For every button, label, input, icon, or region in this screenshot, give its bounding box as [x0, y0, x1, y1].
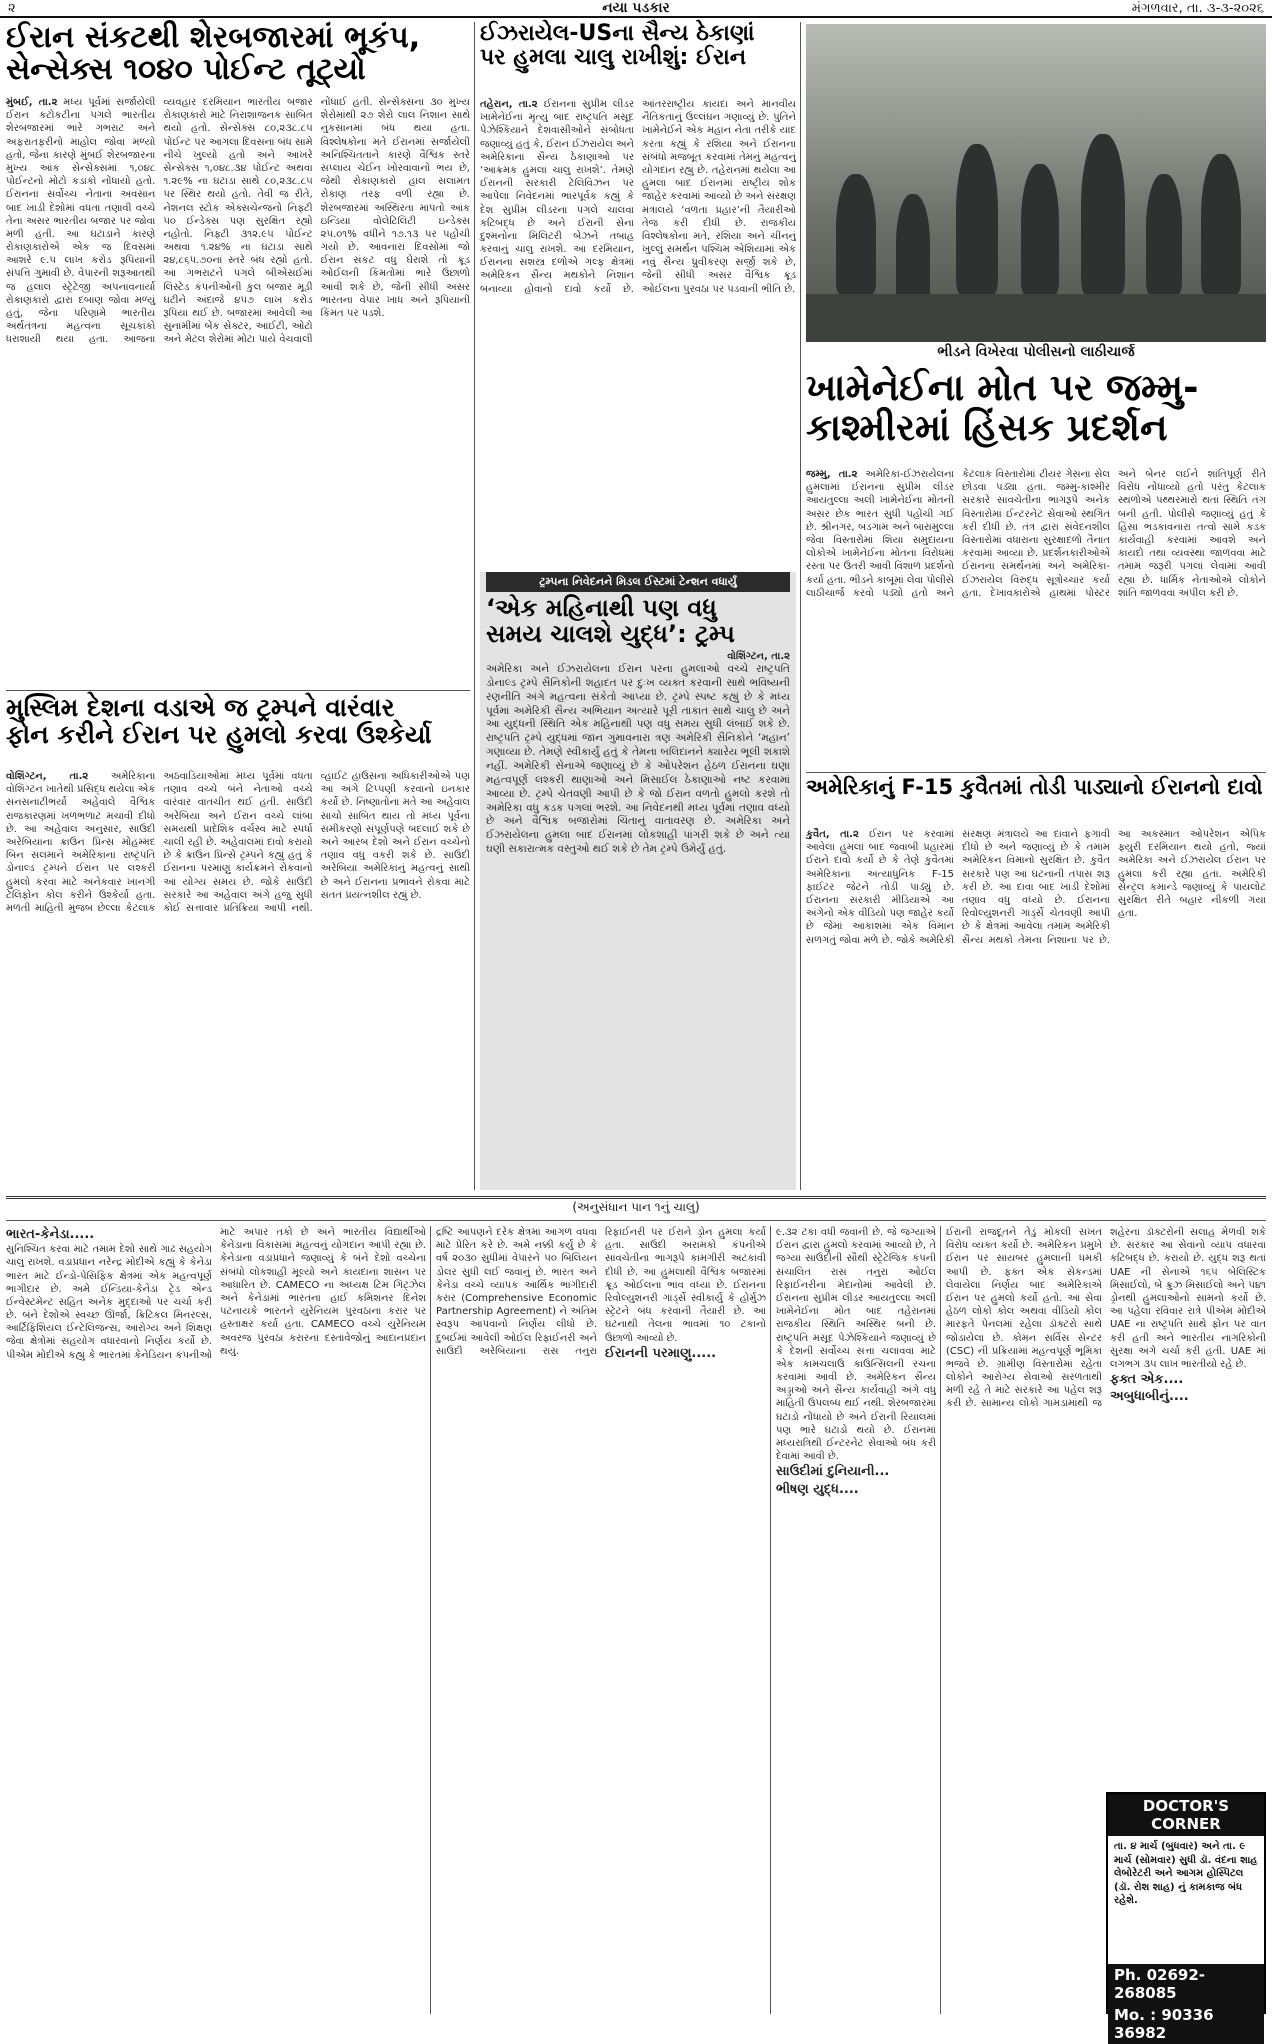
continued-col-group-1: [6, 1226, 426, 2014]
israel-us-headline: [480, 22, 796, 94]
continued-section-head-1: ભારત-કેનેડા.....: [6, 1227, 95, 1242]
kashmir-dateline: જમ્મુ, તા.૨: [806, 469, 858, 480]
israel-us-dateline: તહેરાન, તા.૨: [480, 99, 538, 110]
continued-section-head-4: ભીષણ યુદ્ધ....: [776, 1481, 859, 1497]
continued-section-head-3: સાઉદીમાં દુનિયાની...: [776, 1464, 890, 1480]
trump-headline-line-2: સમય ચાલશે યુદ્ધ’: ટ્રમ્પ: [486, 619, 735, 648]
kashmir-photo-caption: ભીડને વિખેરવા પોલીસનો લાઠીચાર્જ: [937, 344, 1135, 360]
continued-body-3: ૯.૩૨ ટકા વધી જવાની છે. જે જગ્યાએ ઈરાન દ્વારા હુમલો કરવામાં આવ્યો છે, તે જગ્યા સાઉદીની સૌથી સ્ટ્રેટેજિક કંપની સંચાલિત રાસ તનુરા ઓઈલ રિફાઈનરીના મેદાનોમાં આવેલી છે. ઈરાનના સુપ્રીમ લીડર આયતુલ્લા અલી ખામેનેઈના મોત બાદ તહેરાનમાં રાજકીય સ્થિતિ અસ્થિર બની છે. રાષ્ટ્રપતિ મસૂદ પેઝેશ્કિયાને જણાવ્યું છે કે દેશની સર્વોચ્ચ સત્તા ચલાવવા માટે એક કામચલાઉ કાઉન્સિલની રચના કરવામાં આવી છે. અમેરિકન સૈન્ય અડ્ડાઓ અને સૈન્ય કાર્યવાહી અંગે વધુ માહિતી ઉપલબ્ધ થઈ નથી. શેરબજારમાં ઘટાડો નોંધાયો છે અને ઈરાની રિયાલમાં પણ ભારે ઘટાડો થયો છે. ઈરાનમાં મધ્યરાત્રિથી ઈન્ટરનેટ સેવાઓ બંધ કરી દેવામાં આવી છે.: [776, 1227, 936, 1463]
f15-article: [806, 828, 1266, 1190]
continued-body-4: ઈરાની રાજદૂતને તેડું મોકલી સખત વિરોધ વ્યક્ત કર્યો છે. અમેરિકન પ્રમુખે ઈરાન પર સાયબર હુમલાની ધમકી આપી છે. ફક્ત એક સેકન્ડમાં લેવાયેલા નિર્ણય બાદ અમેરિકાએ ઈરાન પર હુમલો કર્યો હતો. આ સેવા હેઠળ લોકો કોલ અથવા વીડિયો કોલ મારફતે પેનલમાં રહેલા ડૉક્ટરો સાથે જોડાયેલા છે. કોમન સર્વિસ સેન્ટર (CSC) ની પ્રક્રિયામાં મહત્વપૂર્ણ ભૂમિકા ભજવે છે. ગ્રામીણ વિસ્તારોમાં રહેતા લોકોને આરોગ્ય સેવાઓ સરળતાથી મળી રહે તે માટે સરકારે આ પહેલ શરૂ કરી છે. સામાન્ય લોકો ગામડામાંથી જ શહેરના ડૉક્ટરોની સલાહ મેળવી શકે છે. સરકાર આ સેવાનો વ્યાપ વધારવા કટિબદ્ધ છે. કરાયો છે. યુદ્ધ શરૂ થતાં UAE ની સેનાએ ૧૬૫ બેલિસ્ટિક મિસાઈલો, બે ક્રુઝ મિસાઈલો અને ૫૪૧ ડ્રોનથી હુમલાઓનો સામનો કર્યો છે. આ પહેલા રવિવાર રાત્રે પીએમ મોદીએ UAE ના રાષ્ટ્રપતિ સાથે ફોન પર વાત કરી હતી અને ભારતીય નાગરિકોની સુરક્ષા અંગે ચર્ચા કરી હતી. UAE માં લગભગ ૩૫ લાખ ભારતીયો રહે છે.: [946, 1227, 1266, 1410]
f15-headline-text: અમેરિકાનું F-15 કુવૈતમાં તોડી પાડ્યાનો ઈરાનનો દાવો: [806, 775, 1263, 799]
continued-section-head-2: ઈરાનની પરમાણુ.....: [605, 1345, 717, 1361]
continued-section-head-6: અબુધાબીનું....: [1110, 1389, 1189, 1405]
muslim-article: [6, 770, 470, 1190]
continued-col-group-4: [946, 1226, 1266, 1786]
sensex-body: મધ્ય પૂર્વમાં સર્જાયેલી ઈરાન કટોકટીના પગલે ભારતીય શેરબજારમાં ભારે ગભરાટ અને અફરાતફરીનો માહોલ જોવા મળ્યો હતો, જેના કારણે મુંબઈ શેરબજારના મુખ્ય આંક સેન્સેક્સમાં ૧,૦૪૮ પોઈન્ટનો મોટો કડાકો નોંધાયો હતો. ઈરાનના સર્વોચ્ચ નેતાના અવસાન બાદ ખાડી દેશોમાં વધતા તણાવી વચ્ચે તેના અસર ભારતીય બજાર પર જોવા મળી હતી. આ ઘટાડાને કારણે રોકાણકારોએ એક જ દિવસમાં આશરે ૯.૫ લાખ કરોડ રૂપિયાની સંપત્તિ ગુમાવી છે. વેપારની શરૂઆતથી જ હલાલ સ્ટ્રેટેજી અપનાવનાર્યા રોકાણકારો દ્વારા દબાણ જોવા મળ્યું હતું, જેના પરિણામે ભારતીય અર્થતંત્રના મહત્વના સૂચકાંકો ધરાશાયી થયા હતા. આજના વ્યવહાર દરમિયાન ભારતીય બજાર રોકાણકારો માટે નિરાશાજનક સાબિત થયો હતો. સેન્સેક્સ ૮૦,૨૩૮.૮૫ પોઈન્ટ પર આગલા દિવસના બંધ સામે નીચે ખુલ્યો હતો અને આખરે સેન્સેક્સ ૧,૦૪૮.૩૪ પોઈન્ટ અથવા ૧.૨૯% ના ઘટાડા સાથે ૮૦,૨૩૮.૮૫ પર સ્થિર થયો હતો. તેવી જ રીતે, નેશનલ સ્ટોક એક્સચેન્જનો નિફ્ટી ૫૦ ઈન્ડેક્સ પણ સુરક્ષિત રહ્યો નહોતો. નિફ્ટી ૩૧૨.૯૫ પોઈન્ટ અથવા ૧.૨૪% ના ઘટાડા સાથે ૨૪,૮૬૫.૭૦ના સ્તરે બંધ રહ્યો હતો. આ ગભરાટને પગલે બીએસઈમાં લિસ્ટેડ કંપનીઓની કુલ બજાર મૂડી ઘટીને અંદાજે ૪૫૭ લાખ કરોડ રૂપિયા થઈ છે. બજારમાં આવેલી આ સુનામીમાં બેંક સેક્ટર, આઈટી, ઓટો અને મેટલ શેરોમાં મોટા પાયે વેચવાલી નોંધાઈ હતી. સેન્સેક્સના ૩૦ મુખ્ય શેરોમાંથી ૨૭ શેરો લાલ નિશાન સાથે નુકસાનમાં બંધ થયા હતા. વિશ્લેષકોના મતે ઈરાનમાં સર્જાયેલી અનિશ્ચિતતાને કારણે વૈશ્વિક સ્તરે સપ્લાય ચેઈન ખોરવાવાનો ભય છે, જેથી રોકાણકારો હાલ સલામત રોકાણ તરફ વળી રહ્યા છે. શેરબજારમાં અસ્થિરતા માપતો આંક ઇન્ડિયા વોલેટિલિટી ઇન્ડેક્સ ૨૫.૦૧% વધીને ૧૭.૧૩ પર પહોંચી ગયો છે. આવનારા દિવસોમાં જો ઈરાન સંકટ વધુ ઘેરાશે તો ક્રૂડ ઓઈલની કિંમતોમાં ભારે ઉછાળો આવી શકે છે, જેની સીધી અસર ભારતના વેપાર ખાધ અને રૂપિયાની કિંમત પર પડશે.: [6, 97, 470, 346]
sensex-dateline: મુંબઈ, તા.૨: [6, 97, 58, 108]
page-header: [0, 0, 1272, 18]
kashmir-headline-line-2: કાશ્મીરમાં હિંસક પ્રદર્શન: [806, 405, 1168, 449]
kashmir-article: [806, 468, 1266, 768]
sensex-article: [6, 96, 470, 686]
ad-title: DOCTOR'S CORNER: [1108, 1794, 1264, 1836]
kashmir-photo: [806, 24, 1266, 342]
continued-label: (અનુસંધાન પાન ૧નું ચાલુ): [572, 1200, 700, 1214]
continued-body-1: સુનિશ્ચિત કરવા માટે તમામ દેશો સાથે ગાઢ સહયોગ ચાલુ રાખશે. વડાપ્રધાન નરેન્દ્ર મોદીએ કહ્યું કે કેનેડા ભારત માટે ઈન્ડો-પેસિફિક ક્ષેત્રમાં એક મહત્વપૂર્ણ ભાગીદાર છે. અમે ઈન્ડિયા-કેનેડા ટ્રેડ એન્ડ ઈન્વેસ્ટમેન્ટ સહિત અનેક મુદ્દાઓ પર ચર્ચા કરી છે. બંને દેશોએ સ્વચ્છ ઊર્જા, ક્રિટિકલ મિનરલ્સ, આર્ટિફિશિયલ ઈન્ટેલિજન્સ, આરોગ્ય અને શિક્ષણ જેવા ક્ષેત્રોમાં સહયોગ વધારવાનો નિર્ણય કર્યો છે. પીએમ મોદીએ કહ્યું કે ભારતમાં કેનેડિયન કંપનીઓ માટે અપાર તકો છે અને ભારતીય વિદ્યાર્થીઓ કેનેડાના વિકાસમાં મહત્વનું યોગદાન આપી રહ્યા છે. કેનેડાના વડાપ્રધાને જણાવ્યું કે બંને દેશો વચ્ચેના સંબંધો લોકશાહી મૂલ્યો અને કાયદાના શાસન પર આધારિત છે. CAMECO ના અધ્યક્ષ ટિમ ગિટ્ઝેલ અને કેનેડામાં ભારતના હાઈ કમિશનર દિનેશ પટનાયકે ભારતને યુરેનિયમ પુરવઠાના કરાર પર હસ્તાક્ષર કર્યા હતા. CAMECO વચ્ચે યુરેનિયમ અવરજ પુરવઠા કરારના દસ્તાવેજોનું આદાનપ્રદાન થયું.: [6, 1227, 426, 1361]
kashmir-headline: [806, 368, 1266, 464]
israel-us-article: [480, 98, 796, 568]
f15-dateline: કુવૈત, તા.૨: [806, 829, 859, 840]
trump-kicker: ટ્રમ્પના નિવેદનને મિડલ ઈસ્ટમાં ટેન્શન વધાર્યું: [486, 572, 790, 592]
israel-us-body: ઈરાનના સુપ્રીમ લીડર ખામેનેઈના મૃત્યુ બાદ રાષ્ટ્રપતિ મસૂદ પેઝેશ્કિયાને દેશવાસીઓને સંબોધતા જણાવ્યું હતું કે, ઈરાન ઈઝરાયેલ અને અમેરિકાના સૈન્ય ઠેકાણાઓ પર ‘આક્રમક હુમલા ચાલુ રાખશે’. તેમણે ઈરાનની સરકારી ટેલિવિઝન પર આપેલા નિવેદનમાં ભારપૂર્વક કહ્યું કે દેશ સુપ્રીમ લીડરના પગલે ચાલવા કટિબદ્ધ છે અને ઈરાની સેના દુશ્મનોના મિલિટરી બેઝને તબાહ કરવાનું ચાલુ રાખશે. આ દરમિયાન, ઈરાનના સશસ્ત્ર દળોએ ગલ્ફ ક્ષેત્રમાં અમેરિકન સૈન્ય મથકોને નિશાન બનાવ્યા હોવાનો દાવો કર્યો છે. આંતરરાષ્ટ્રીય કાયદા અને માનવીય નૈતિકતાનું ઉલ્લંઘન ગણાવ્યું છે. પુતિને ખામેનેઈને એક મહાન નેતા તરીકે યાદ કરતા કહ્યું કે રશિયા અને ઈરાનના સંબંધો મજબૂત કરવામાં તેમનું મહત્વનું યોગદાન રહ્યું છે. તહેરાનમાં થયેલા આ હુમલા બાદ ઈરાનમાં રાષ્ટ્રીય શોક જાહેર કરવામાં આવ્યો છે અને સંરક્ષણ મંત્રાલયે ‘વળતા પ્રહાર’ની તૈયારીઓ તેજ કરી દીધી છે. રાજકીય વિશ્લેષકોના મતે, રશિયા અને ચીનનું ખુલ્લું સમર્થન પશ્ચિમ એશિયામાં એક નવું સૈન્ય ધ્રુવીકરણ સર્જી શકે છે, જેની સીધી અસર વૈશ્વિક ક્રૂડ ઓઈલના પુરવઠા પર પડવાની ભીતિ છે.: [480, 99, 796, 295]
kashmir-body: અમેરિકા-ઈઝરાયેલના હુમલામાં ઈરાનના સુપ્રીમ લીડર આયતુલ્લા અલી ખામેનેઈના મોતની અસર છેક ભારત સુધી પહોંચી ગઈ છે. શ્રીનગર, બડગામ અને બારામુલ્લા જેવા વિસ્તારોમાં શિયા સમુદાયના લોકોએ ખામેનેઈના મોતના વિરોધમાં રસ્તા પર ઉતરી આવી વિશાળ પ્રદર્શનો કર્યા હતા. ભીડને કાબૂમાં લેવા પોલીસે લાઠીચાર્જ કરવો પડ્યો હતો અને કેટલાક વિસ્તારોમાં ટીયર ગેસના સેલ છોડવા પડ્યા હતા. જમ્મુ-કાશ્મીર સરકારે સાવચેતીના ભાગરૂપે અનેક વિસ્તારોમાં ઈન્ટરનેટ સેવાઓ સ્થગિત કરી દીધી છે. તંત્ર દ્વારા સંવેદનશીલ વિસ્તારોમાં વધારાના સુરક્ષાદળો તૈનાત કરવામાં આવ્યા છે. પ્રદર્શનકારીઓએ ઈરાનના સમર્થનમાં અને અમેરિકા-ઈઝરાયેલ વિરુદ્ધ સૂત્રોચ્ચાર કર્યા હતા. દેખાવકારોએ હાથમાં પોસ્ટર અને બેનર લઈને શાંતિપૂર્ણ રીતે વિરોધ નોંધાવ્યો હતો પરંતુ કેટલાક સ્થળોએ પથ્થરમારો થતાં સ્થિતિ તંગ બની હતી. પોલીસે જણાવ્યું હતું કે હિંસા ભડકાવનારા તત્વો સામે કડક કાર્યવાહી કરવામાં આવશે અને કાયદો તથા વ્યવસ્થા જાળવવા માટે તમામ જરૂરી પગલાં લેવામાં આવી રહ્યા છે. ધાર્મિક નેતાઓએ લોકોને શાંતિ જાળવવા અપીલ કરી છે.: [806, 469, 1266, 599]
continued-section-head-5: ફક્ત એક....: [1110, 1372, 1184, 1388]
continued-body-2: દ્રષ્ટિ આપણને દરેક ક્ષેત્રમાં આગળ વધવા માટે પ્રેરિત કરે છે. અમે નક્કી કર્યું છે કે વર્ષ ૨૦૩૦ સુધીમાં વેપારને ૫૦ બિલિયન ડોલર સુધી લઈ જવાનું છે. ભારત અને કેનેડા વચ્ચે વ્યાપક આર્થિક ભાગીદારી કરાર (Comprehensive Economic Partnership Agreement) ને અંતિમ સ્વરૂપ આપવાનો નિર્ણય લીધો છે. દુબઈમાં આવેલી ઓઈલ રિફાઈનરી અને સાઉદી અરેબિયાના રાસ તનુરા રિફાઈનરી પર ઈરાને ડ્રોન હુમલા કર્યા હતા. સાઉદી અરામકો કંપનીએ સાવચેતીના ભાગરૂપે કામગીરી અટકાવી દીધી છે. આ હુમલાથી વૈશ્વિક બજારમાં ક્રૂડ ઓઈલના ભાવ વધ્યા છે. ઈરાનના રિવોલ્યુશનરી ગાર્ડ્સે સ્વીકાર્યું કે હોર્મુઝ સ્ટ્રેટને બંધ કરવાની તૈયારી છે. આ ઘટનાથી તેલના ભાવમાં ૧૦ ટકાનો ઉછાળો આવ્યો છે.: [436, 1227, 766, 1357]
israel-us-headline-line-1: ઈઝરાયેલ-USના સૈન્ય ઠેકાણાં: [480, 21, 755, 46]
trump-dateline: વોશિંગ્ટન, તા.૨: [727, 650, 790, 662]
ad-phone-2: Mo. : 90336 36982: [1108, 2004, 1264, 2044]
f15-headline: [806, 776, 1266, 826]
sensex-headline-line-2: સેન્સેક્સ ૧૦૪૦ પોઈન્ટ તૂટ્યો: [6, 52, 366, 88]
israel-us-headline-line-2: પર હુમલા ચાલુ રાખીશું: ઈરાન: [480, 44, 747, 70]
f15-body: ઈરાન પર કરવામાં આવેલા હુમલા બાદ જવાબી પ્રહારમાં ઈરાને દાવો કર્યો છે કે તેણે કુવૈતમાં અમેરિકાના અત્યાધુનિક F-15 ફાઈટર જેટને તોડી પાડ્યું છે. ઈરાનના સરકારી મીડિયાએ આ અંગેનો એક વીડિયો પણ જાહેર કર્યો છે જેમાં આકાશમાં એક વિમાન સળગતું જોવા મળે છે. જોકે અમેરિકી સંરક્ષણ મંત્રાલયે આ દાવાને ફગાવી દીધો છે અને જણાવ્યું છે કે તમામ અમેરિકન વિમાનો સુરક્ષિત છે. કુવૈત સરકારે પણ આ ઘટનાની તપાસ શરૂ કરી છે. આ દાવા બાદ ખાડી દેશોમાં તણાવ વધુ વધ્યો છે. ઈરાનના રિવોલ્યુશનરી ગાર્ડ્સે ચેતવણી આપી છે કે ક્ષેત્રમાં આવેલા તમામ અમેરિકી સૈન્ય મથકો તેમના નિશાના પર છે. આ અકસ્માત ઓપરેશન એપિક ફ્યુરી દરમિયાન થયો હતો, જ્યાં અમેરિકા અને ઈઝરાયેલ ઈરાન પર હુમલા કરી રહ્યા હતા. અમેરિકી સેન્ટ્રલ કમાન્ડે જણાવ્યું કે પાયલોટ સુરક્ષિત રીતે બહાર નીકળી ગયા હતા.: [806, 829, 1266, 946]
kashmir-headline-line-1: ખામેનેઈના મોત પર જમ્મુ-: [806, 366, 1199, 409]
muslim-body: અમેરિકાના વોશિંગ્ટન ખાતેથી પ્રસિદ્ધ થયેલા એક સનસનાટીભર્યા અહેવાલે વૈશ્વિક રાજકારણમાં ખળભળાટ મચાવી દીધો છે. આ અહેવાલ અનુસાર, સાઉદી અરેબિયાના ક્રાઉન પ્રિન્સ મોહમ્મદ બિન સલમાને અમેરિકાના રાષ્ટ્રપતિ ડોનાલ્ડ ટ્રમ્પને ઈરાન પર લશ્કરી હુમલો કરવા માટે અનેકવાર ખાનગી ટેલિફોન કોલ કરીને ઉશ્કેર્યા હતા. મળતી માહિતી મુજબ છેલ્લા કેટલાક અઠવાડિયાઓમાં મધ્ય પૂર્વમાં વધતા તણાવ વચ્ચે બંને નેતાઓ વચ્ચે વારંવાર વાતચીત થઈ હતી. સાઉદી અરેબિયા અને ઈરાન વચ્ચે લાંબા સમયથી પ્રાદેશિક વર્ચસ્વ માટે સ્પર્ધા ચાલી રહી છે. અહેવાલમાં દાવો કરાયો છે કે ક્રાઉન પ્રિન્સે ટ્રમ્પને કહ્યું હતું કે ઈરાનના પરમાણુ કાર્યક્રમને રોકવાનો આ યોગ્ય સમય છે. જોકે સાઉદી સરકારે આ અહેવાલ અંગે હજુ સુધી કોઈ સત્તાવાર પ્રતિક્રિયા આપી નથી. વ્હાઈટ હાઉસના અધિકારીઓએ પણ આ અંગે ટિપ્પણી કરવાનો ઇનકાર કર્યો છે. નિષ્ણાતોના મતે આ અહેવાલ સાચો સાબિત થાય તો મધ્ય પૂર્વના સમીકરણો સંપૂર્ણપણે બદલાઈ શકે છે અને આરબ દેશો અને ઈરાન વચ્ચેનો તણાવ વધુ વકરી શકે છે. સાઉદી અરેબિયા અમેરિકાનું મહત્વનું સાથી છે અને ઈરાનના પ્રભાવને રોકવા માટે સતત પ્રયત્નશીલ રહ્યું છે.: [6, 771, 470, 914]
trump-headline-line-1: ‘એક મહિનાથી પણ વધુ: [486, 594, 717, 622]
trump-body: અમેરિકા અને ઈઝરાયેલના ઈરાન પરના હુમલાઓ વચ્ચે રાષ્ટ્રપતિ ડોનાલ્ડ ટ્રમ્પે સૈનિકોની શહાદત પર દુઃખ વ્યક્ત કરવાની સાથે ભવિષ્યની રણનીતિ અંગે મહત્વના સંકેતો આપ્યા છે. ટ્રમ્પે સ્પષ્ટ કહ્યું છે કે મધ્ય પૂર્વમાં અમેરિકી સૈન્ય અભિયાન અત્યારે પૂરી તાકાત સાથે ચાલુ છે અને આ યુદ્ધની સ્થિતિ એક મહિનાથી પણ વધુ સમય સુધી લંબાઈ શકે છે. રાષ્ટ્રપતિ ટ્રમ્પે યુદ્ધમાં જાન ગુમાવનારા ત્રણ અમેરિકી સૈનિકોને ‘મહાન’ ગણાવ્યા છે. તેમણે સ્વીકાર્યું હતું કે તેમના બલિદાનને ક્યારેય ભૂલી શકાશે નહીં. અમેરિકી સેનાએ જણાવ્યું છે કે ઓપરેશન હેઠળ ઈરાનના ઘણા મહત્વપૂર્ણ લશ્કરી થાણાઓ અને મિસાઈલ ઠેકાણાઓ નષ્ટ કરવામાં આવ્યા છે. ટ્રમ્પે ચેતવણી આપી છે કે જો ઈરાન વળતો હુમલો કરશે તો અમેરિકા વધુ કડક પગલાં ભરશે. આ નિવેદનથી મધ્ય પૂર્વમાં તણાવ વધ્યો છે અને વૈશ્વિક બજારોમાં ચિંતાનું વાતાવરણ છે. અમેરિકા અને ઈઝરાયેલના હુમલા બાદ ઈરાનમાં લોકશાહી પાંગરી શકે છે અને ત્યાં ઘણી સકારાત્મક વસ્તુઓ થઈ શકે છે તેમ ટ્રમ્પે ઉમેર્યું હતું.: [486, 663, 790, 856]
dateline-header: મંગળવાર, તા. ૩-૩-૨૦૨૬: [1131, 1, 1264, 16]
masthead: નયા પડકાર: [602, 0, 670, 16]
sensex-headline-line-1: ઈરાન સંકટથી શેરબજારમાં ભૂકંપ,: [6, 20, 421, 55]
muslim-headline-line-2: ફોન કરીને ઈરાન પર હુમલો કરવા ઉશ્કેર્યા: [6, 720, 432, 749]
page-number: ૨: [8, 1, 16, 16]
doctors-corner-ad: [1106, 1792, 1266, 2042]
continued-col-group-3: [776, 1226, 936, 2014]
muslim-headline: [6, 694, 470, 766]
muslim-dateline: વોશિંગ્ટન, તા.૨: [6, 771, 89, 782]
sensex-headline: [6, 22, 470, 92]
trump-box: [480, 572, 796, 1190]
ad-body: તા. ૪ માર્ચ (બુધવાર) અને તા. ૯ માર્ચ (સોમવાર) સુધી ડૉ. વંદના શાહ લેબોરેટરી અને આગમ હોસ્પિટલ (ડૉ. રોશ શાહ) નું કામકાજ બંધ રહેશે.: [1114, 1841, 1258, 1906]
muslim-headline-line-1: મુસ્લિમ દેશના વડાએ જ ટ્રમ્પને વારંવાર: [6, 693, 395, 722]
continued-col-group-2: [436, 1226, 766, 2014]
ad-phone-1: Ph. 02692-268085: [1108, 1964, 1264, 2004]
